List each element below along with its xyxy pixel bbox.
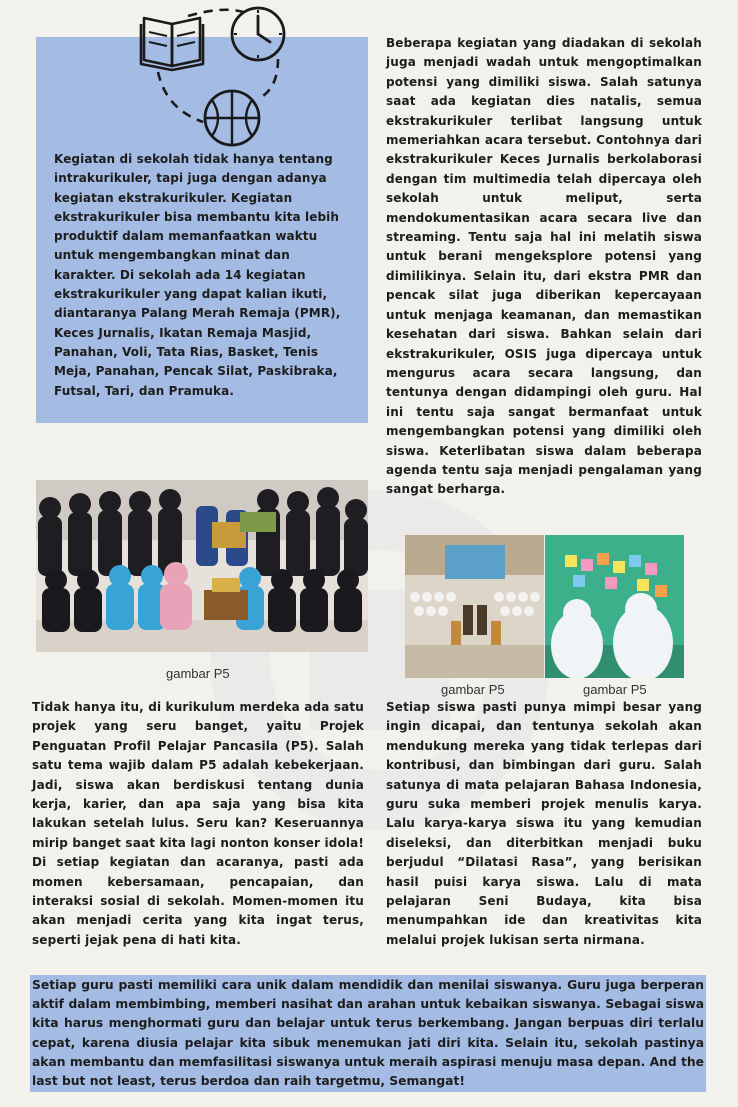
hall-photo [405, 535, 544, 678]
sticky-wall-photo [545, 535, 684, 678]
closing-box: Setiap guru pasti memiliki cara unik dalam mendidik dan menilai siswanya. Guru juga berperan aktif dalam membimbing, memberi nasihat dan arahan untuk kebaikan siswanya. Sebagai siswa kita harus menghormati guru dan belajar untuk terus berkembang. Jangan berpuas diri terlalu cepat, karena diusia pelajar kita sibuk menemukan jati diri kita. Selain itu, sekolah pastinya akan membantu dan memfasilitasi siswanya untuk meraih aspirasi menuju masa depan. And the last but not least, terus berdoa dan raih targetmu, Semangat! [30, 975, 706, 1092]
sticky-wall-photo-caption: gambar P5 [583, 682, 647, 697]
clock-icon [232, 8, 284, 60]
hall-photo-caption: gambar P5 [441, 682, 505, 697]
book-icon [141, 18, 203, 70]
right-column-bottom-paragraph: Setiap siswa pasti punya mimpi besar yang ingin dicapai, dan tentunya sekolah akan mendukung mereka yang tidak terlepas dari kontribusi, dan bimbingan dari guru. Salah satunya di mata pelajaran Bahasa Indonesia, guru suka memberi projek menulis karya. Lalu karya-karya siswa itu yang kemudian diseleksi, dan diterbitkan menjadi buku berjudul “Dilatasi Rasa”, yang berisikan hasil puisi karya siswa. Lalu di mata pelajaran Seni Budaya, kita bisa menumpahkan ide dan kreativitas kita melalui projek lukisan serta nirmana. [386, 700, 702, 947]
group-photo-caption: gambar P5 [166, 666, 230, 681]
group-photo [36, 480, 368, 652]
intro-box-text: Kegiatan di sekolah tidak hanya tentang intrakurikuler, tapi juga dengan adanya kegiatan ekstrakurikuler. Kegiatan ekstrakurikuler bisa membantu kita lebih produktif dalam memanfaatkan waktu untuk mengembangkan minat dan karakter. Di sekolah ada 14 kegiatan ekstrakurikuler yang dapat kalian ikuti, diantaranya Palang Merah Remaja (PMR), Keces Jurnalis, Ikatan Remaja Masjid, Panahan, Voli, Tata Rias, Basket, Tenis Meja, Panahan, Pencak Silat, Paskibraka, Futsal, Tari, dan Pramuka. [54, 152, 341, 398]
basketball-icon [205, 91, 259, 145]
right-column-top-paragraph: Beberapa kegiatan yang diadakan di sekolah juga menjadi wadah untuk mengoptimalkan potensi yang dimiliki siswa. Salah satunya saat ada kegiatan dies natalis, semua ekstrakurikuler terlibat langsung untuk memeriahkan acara tersebut. Contohnya dari ekstrakurikuler Keces Jurnalis berkolaborasi dengan tim multimedia telah dipercaya oleh sekolah untuk meliput, serta mendokumentasikan acara secara live dan streaming. Tentu saja hal ini melatih siswa untuk berani mengeksplore potensi yang dimilikinya. Selain itu, dari ekstra PMR dan pencak silat juga diberikan kepercayaan untuk menjaga keamanan, dan memastikan kesehatan dari siswa. Bahkan selain dari ekstrakurikuler, OSIS juga dipercaya untuk mengurus acara secara langsung, dan tentunya dengan didampingi oleh guru. Hal ini tentu saja sangat bermanfaat untuk mengembangkan potensi yang dimiliki oleh siswa. Keterlibatan siswa dalam beberapa agenda tentu saja menjadi pengalaman yang sangat berharga. [386, 36, 702, 497]
decor-icons [128, 4, 298, 154]
left-column-bottom-paragraph: Tidak hanya itu, di kurikulum merdeka ada satu projek yang seru banget, yaitu Projek Penguatan Profil Pelajar Pancasila (P5). Salah satu tema wajib dalam P5 adalah kebekerjaan. Jadi, siswa akan berdiskusi tentang dunia kerja, karier, dan apa saja yang bisa kita lakukan setelah lulus. Seru kan? Keseruannya mirip banget saat kita lagi nonton konser idola! Di setiap kegiatan dan acaranya, pasti ada momen kebersamaan, pencapaian, dan interaksi sosial di sekolah. Momen-momen itu akan menjadi cerita yang kita ingat terus, seperti jejak pena di hati kita. [32, 700, 364, 947]
